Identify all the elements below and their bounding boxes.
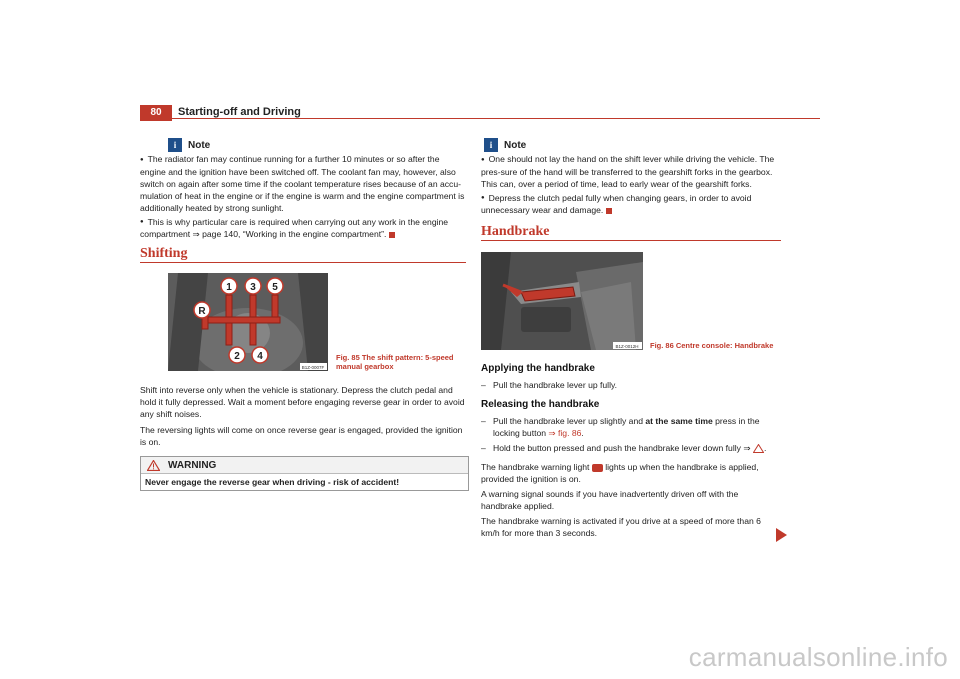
gear-label-1: 1 <box>226 282 232 293</box>
figure-caption: Fig. 85 The shift pattern: 5-speed manual gearbox <box>336 353 454 371</box>
section-divider <box>481 240 781 241</box>
header-divider <box>140 118 820 119</box>
note-bullet <box>481 192 781 217</box>
gear-label-r: R <box>198 306 206 317</box>
note-heading <box>168 138 466 152</box>
figure-code: B1Z-0007F <box>301 365 325 370</box>
note-bullet: ● The radiator fan may continue running for a further 10 minutes or so after the engine and the ignition have been switched off. The coolant fan may, however, also switch on again after some time if the coolant temperature rises because of an accu-mulation of heat in the engine or if the engine is warm and the engine compartment is additionally heated by strong sunlight. <box>140 153 466 214</box>
note-bullet-text: This is why particular care is required when carrying out any work in the engine compartment ⇒ page 140, “Working in the engine compartment”. <box>140 216 449 240</box>
applying-step <box>481 379 781 391</box>
warning-title: WARNING <box>168 459 217 471</box>
centre-console-illustration <box>481 252 643 350</box>
step-text-part: press in the locking button <box>493 416 760 438</box>
step-text: Pull the handbrake lever up slightly and at the same time press in the locking button ⇒ fig. 86. <box>493 416 760 438</box>
watermark: carmanualsonline.info <box>688 642 948 672</box>
step-row <box>481 415 781 439</box>
note-bullet <box>140 216 466 241</box>
shifting-text <box>140 384 466 448</box>
section-divider <box>140 262 466 263</box>
note-heading <box>484 138 526 152</box>
dash: – <box>481 380 486 390</box>
section-title-shifting: Shifting <box>140 246 188 261</box>
figure-caption: Fig. 86 Centre console: Handbrake <box>650 341 774 350</box>
warning-header <box>141 457 468 474</box>
paragraph: Shift into reverse only when the vehicle is stationary. Depress the clutch pedal and hold it fully depressed. Wait a moment before engaging reverse gear in order to avoid any shift noises. <box>140 385 465 419</box>
gearbox-illustration <box>168 273 328 371</box>
next-page-arrow-icon[interactable] <box>776 528 787 542</box>
gear-label-4: 4 <box>257 351 263 362</box>
step-text-part: Pull the handbrake lever up slightly and <box>493 416 644 426</box>
end-marker <box>606 208 612 214</box>
release-step-2: – Hold the button pressed and push the handbrake lever down fully ⇒ . <box>481 443 767 453</box>
subheading: Releasing the handbrake <box>481 399 600 410</box>
warning-triangle-icon[interactable] <box>753 444 764 453</box>
left-note-body <box>140 153 466 242</box>
paragraph <box>481 461 781 485</box>
paragraph: A warning signal sounds if you have inadvertently driven off with the handbrake applied. <box>481 489 739 511</box>
note-bullet-text: Depress the clutch pedal fully when changing gears, in order to avoid unnecessary wear and damage. <box>481 192 752 216</box>
gear-label-5: 5 <box>272 282 278 293</box>
dash: – <box>481 416 486 426</box>
right-note <box>484 138 526 152</box>
left-note <box>168 138 466 152</box>
dash: – <box>481 443 486 453</box>
paragraph-part: The handbrake warning light <box>481 462 590 472</box>
paragraph: The reversing lights will come on once reverse gear is engaged, provided the ignition is on. <box>140 425 463 447</box>
warning-box <box>140 456 469 491</box>
note-bullet: ● One should not lay the hand on the shift lever while driving the vehicle. The pres-sure of the hand will be transferred to the gearshift forks in the gearbox. This can, over a period of time, lead to early wear of the gearshift forks. <box>481 153 781 190</box>
step-text-bold: at the same time <box>645 416 713 426</box>
handbrake-warning-light-icon <box>592 464 603 472</box>
warning-triangle-icon <box>147 460 160 471</box>
info-icon: i <box>168 138 182 152</box>
paragraph-part: lights up when the handbrake is applied, provided the ignition is on. <box>481 462 759 484</box>
page-number: 80 <box>140 105 172 121</box>
paragraph: The handbrake warning is activated if you drive at a speed of more than 6 km/h for more than 3 seconds. <box>481 516 761 538</box>
gear-label-2: 2 <box>234 351 240 362</box>
handbrake-figure <box>481 252 643 350</box>
right-note-body <box>481 153 781 218</box>
step-text: Pull the handbrake lever up fully. <box>493 380 618 390</box>
subheading: Applying the handbrake <box>481 363 595 374</box>
section-title-handbrake: Handbrake <box>481 224 550 239</box>
release-step-1 <box>481 415 781 439</box>
note-title: Note <box>504 139 527 151</box>
end-marker <box>389 232 395 238</box>
warning-text: Never engage the reverse gear when driving - risk of accident! <box>145 477 400 487</box>
gear-label-3: 3 <box>250 282 256 293</box>
info-icon: i <box>484 138 498 152</box>
note-title: Note <box>188 139 211 151</box>
handbrake-text <box>481 461 781 539</box>
step-text: Hold the button pressed and push the handbrake lever down fully ⇒ <box>493 443 751 453</box>
shift-pattern-figure <box>168 273 328 371</box>
figure-code: B1Z-0012H <box>615 344 639 349</box>
figure-link[interactable]: ⇒ fig. 86 <box>548 428 582 438</box>
chapter-title: Starting-off and Driving <box>178 106 301 118</box>
